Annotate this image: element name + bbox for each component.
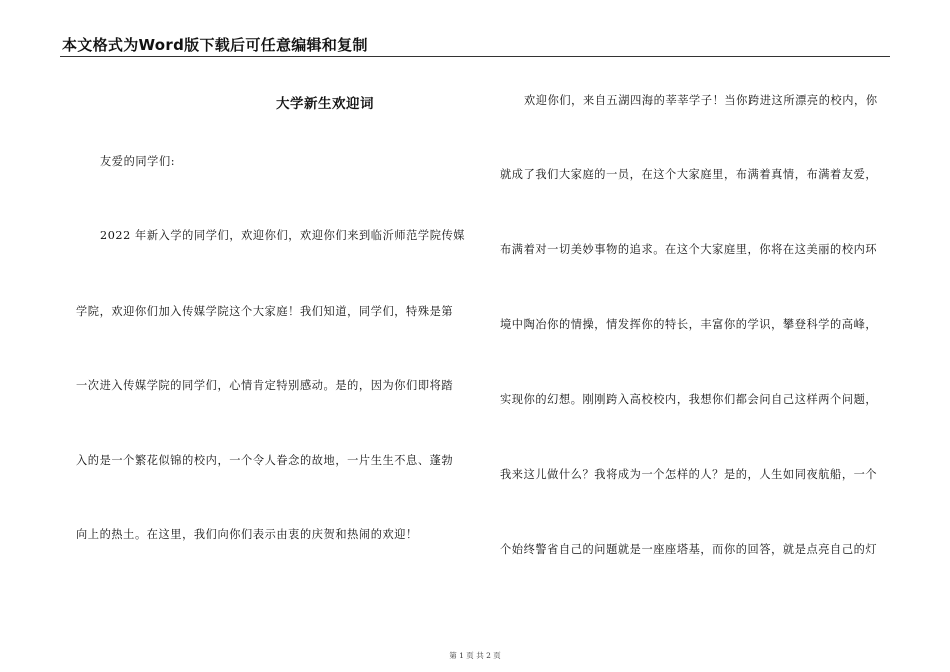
paragraph-line: 2022 年新入学的同学们，欢迎你们，欢迎你们来到临沂师范学院传媒 — [100, 229, 466, 242]
header-divider — [60, 56, 890, 57]
greeting-line: 友爱的同学们: — [100, 155, 176, 168]
paragraph-line: 就成了我们大家庭的一员，在这个大家庭里，布满着真情，布满着友爱， — [500, 168, 878, 181]
document-title: 大学新生欢迎词 — [276, 96, 374, 112]
paragraph-line: 实现你的幻想。刚刚跨入高校校内，我想你们都会问自己这样两个问题， — [500, 393, 878, 406]
paragraph-line: 欢迎你们，来自五湖四海的莘莘学子！当你跨进这所漂亮的校内，你 — [524, 94, 878, 107]
paragraph-line: 境中陶冶你的情操，情发挥你的特长，丰富你的学识，攀登科学的高峰， — [500, 318, 878, 331]
paragraph-line: 我来这儿做什么？我将成为一个怎样的人？是的，人生如同夜航船，一个 — [500, 468, 878, 481]
paragraph-line: 个始终警省自己的问题就是一座座塔基，而你的回答，就是点亮自己的灯 — [500, 543, 878, 556]
page-number-footer: 第 1 页 共 2 页 — [449, 651, 501, 660]
paragraph-line: 一次进入传媒学院的同学们，心情肯定特别感动。是的，因为你们即将踏 — [76, 379, 454, 392]
paragraph-line: 布满着对一切美妙事物的追求。在这个大家庭里，你将在这美丽的校内环 — [500, 243, 878, 256]
paragraph-line: 学院，欢迎你们加入传媒学院这个大家庭！我们知道，同学们，特殊是第 — [76, 305, 454, 318]
paragraph-line: 向上的热土。在这里，我们向你们表示由衷的庆贺和热闹的欢迎！ — [76, 528, 418, 541]
paragraph-line: 入的是一个繁花似锦的校内，一个令人眷念的故地，一片生生不息、蓬勃 — [76, 454, 454, 467]
document-header: 本文格式为Word版下载后可任意编辑和复制 — [62, 36, 368, 54]
